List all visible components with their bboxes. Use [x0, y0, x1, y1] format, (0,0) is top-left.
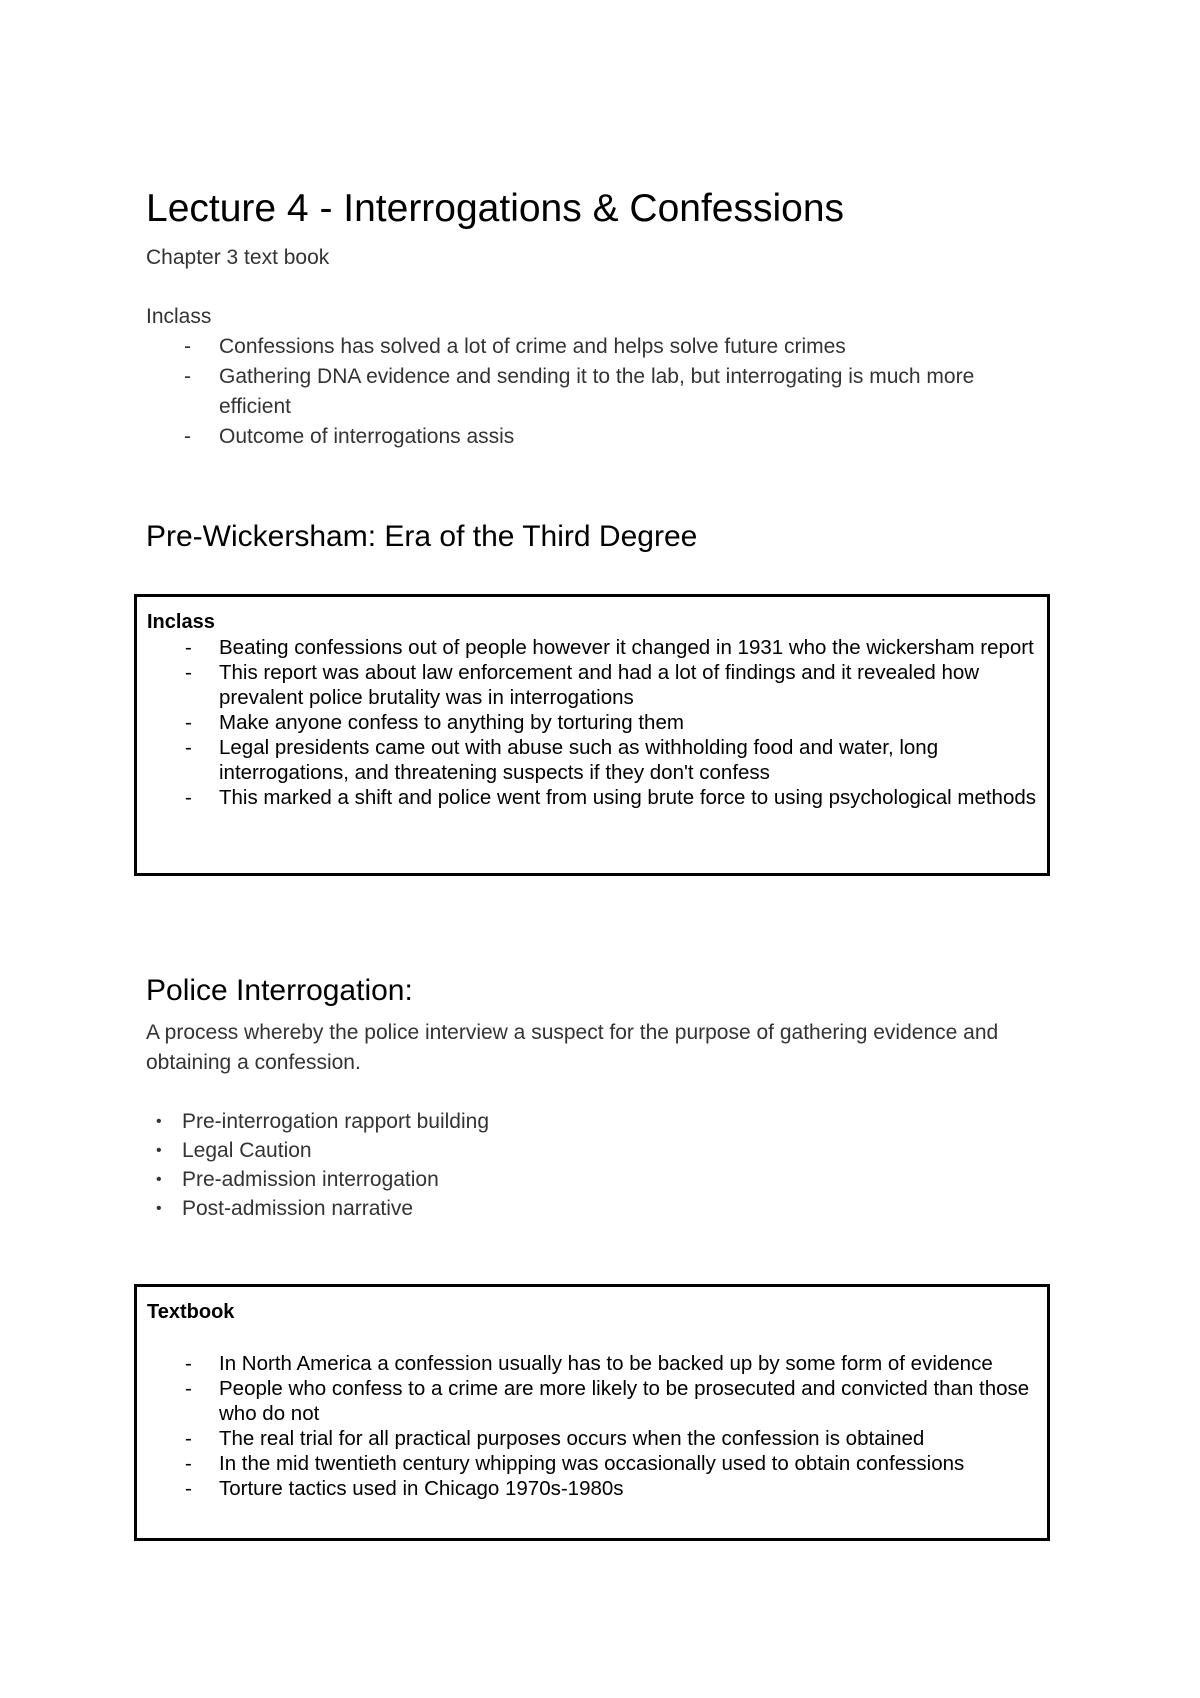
bullet-icon: •: [156, 1171, 162, 1188]
page-subtitle: Chapter 3 text book: [146, 246, 330, 269]
dash-icon: -: [185, 636, 192, 659]
list-item: - Gathering DNA evidence and sending it to the lab, but interrogating is much more efficient: [146, 362, 1046, 422]
dash-icon: -: [185, 1352, 192, 1375]
list-item: - Beating confessions out of people however it changed in 1931 who the wickersham report: [185, 636, 1034, 659]
list-item: • Pre-admission interrogation: [146, 1165, 489, 1194]
dash-icon: -: [184, 335, 191, 358]
bullet-icon: •: [156, 1113, 162, 1130]
dash-icon: -: [184, 365, 191, 388]
dash-icon: -: [185, 1452, 192, 1475]
section-heading-police-interrogation: Police Interrogation:: [146, 974, 413, 1007]
list-item: - This report was about law enforcement and had a lot of findings and it revealed how prevalent police brutality was in interrogations: [185, 661, 980, 709]
dash-icon: -: [184, 425, 191, 448]
textbook-box: [134, 1284, 1050, 1541]
bullet-icon: •: [156, 1142, 162, 1159]
dash-icon: -: [185, 711, 192, 734]
intro-list: [146, 332, 1046, 452]
list-item: • Post-admission narrative: [146, 1194, 489, 1223]
section-heading-pre-wickersham: Pre-Wickersham: Era of the Third Degree: [146, 520, 698, 553]
list-item: - In North America a confession usually has to be backed up by some form of evidence: [185, 1352, 993, 1375]
textbook-list: [147, 1351, 1037, 1501]
inclass-list: [147, 635, 1037, 810]
list-item: - Confessions has solved a lot of crime and helps solve future crimes: [146, 332, 1046, 362]
bullet-icon: •: [156, 1200, 162, 1217]
list-item: - The real trial for all practical purposes occurs when the confession is obtained: [185, 1427, 925, 1450]
dash-icon: -: [185, 1377, 192, 1400]
stages-list: [146, 1107, 489, 1223]
dash-icon: -: [185, 1477, 192, 1500]
list-item: - This marked a shift and police went from using brute force to using psychological methods: [185, 786, 1036, 809]
box-label: Textbook: [147, 1301, 235, 1323]
list-item: • Legal Caution: [146, 1136, 489, 1165]
list-item: - In the mid twentieth century whipping was occasionally used to obtain confessions: [185, 1452, 965, 1475]
page-title: Lecture 4 - Interrogations & Confessions: [146, 187, 845, 230]
list-item: - Outcome of interrogations assis: [146, 422, 1046, 452]
list-item: - Legal presidents came out with abuse such as withholding food and water, long interrogations, and threatening suspects if they don't confess: [185, 736, 939, 784]
list-item: - People who confess to a crime are more likely to be prosecuted and convicted than those who do not: [185, 1377, 1030, 1425]
box-label: Inclass: [147, 611, 215, 633]
definition-text: A process whereby the police interview a suspect for the purpose of gathering evidence and obtaining a confession.: [146, 1021, 999, 1074]
dash-icon: -: [185, 786, 192, 809]
dash-icon: -: [185, 736, 192, 759]
list-item: - Torture tactics used in Chicago 1970s-1980s: [185, 1477, 624, 1500]
inclass-box: [134, 594, 1050, 876]
list-item: • Pre-interrogation rapport building: [146, 1107, 489, 1136]
list-item: - Make anyone confess to anything by torturing them: [185, 711, 684, 734]
dash-icon: -: [185, 661, 192, 684]
intro-label: Inclass: [146, 305, 212, 328]
dash-icon: -: [185, 1427, 192, 1450]
